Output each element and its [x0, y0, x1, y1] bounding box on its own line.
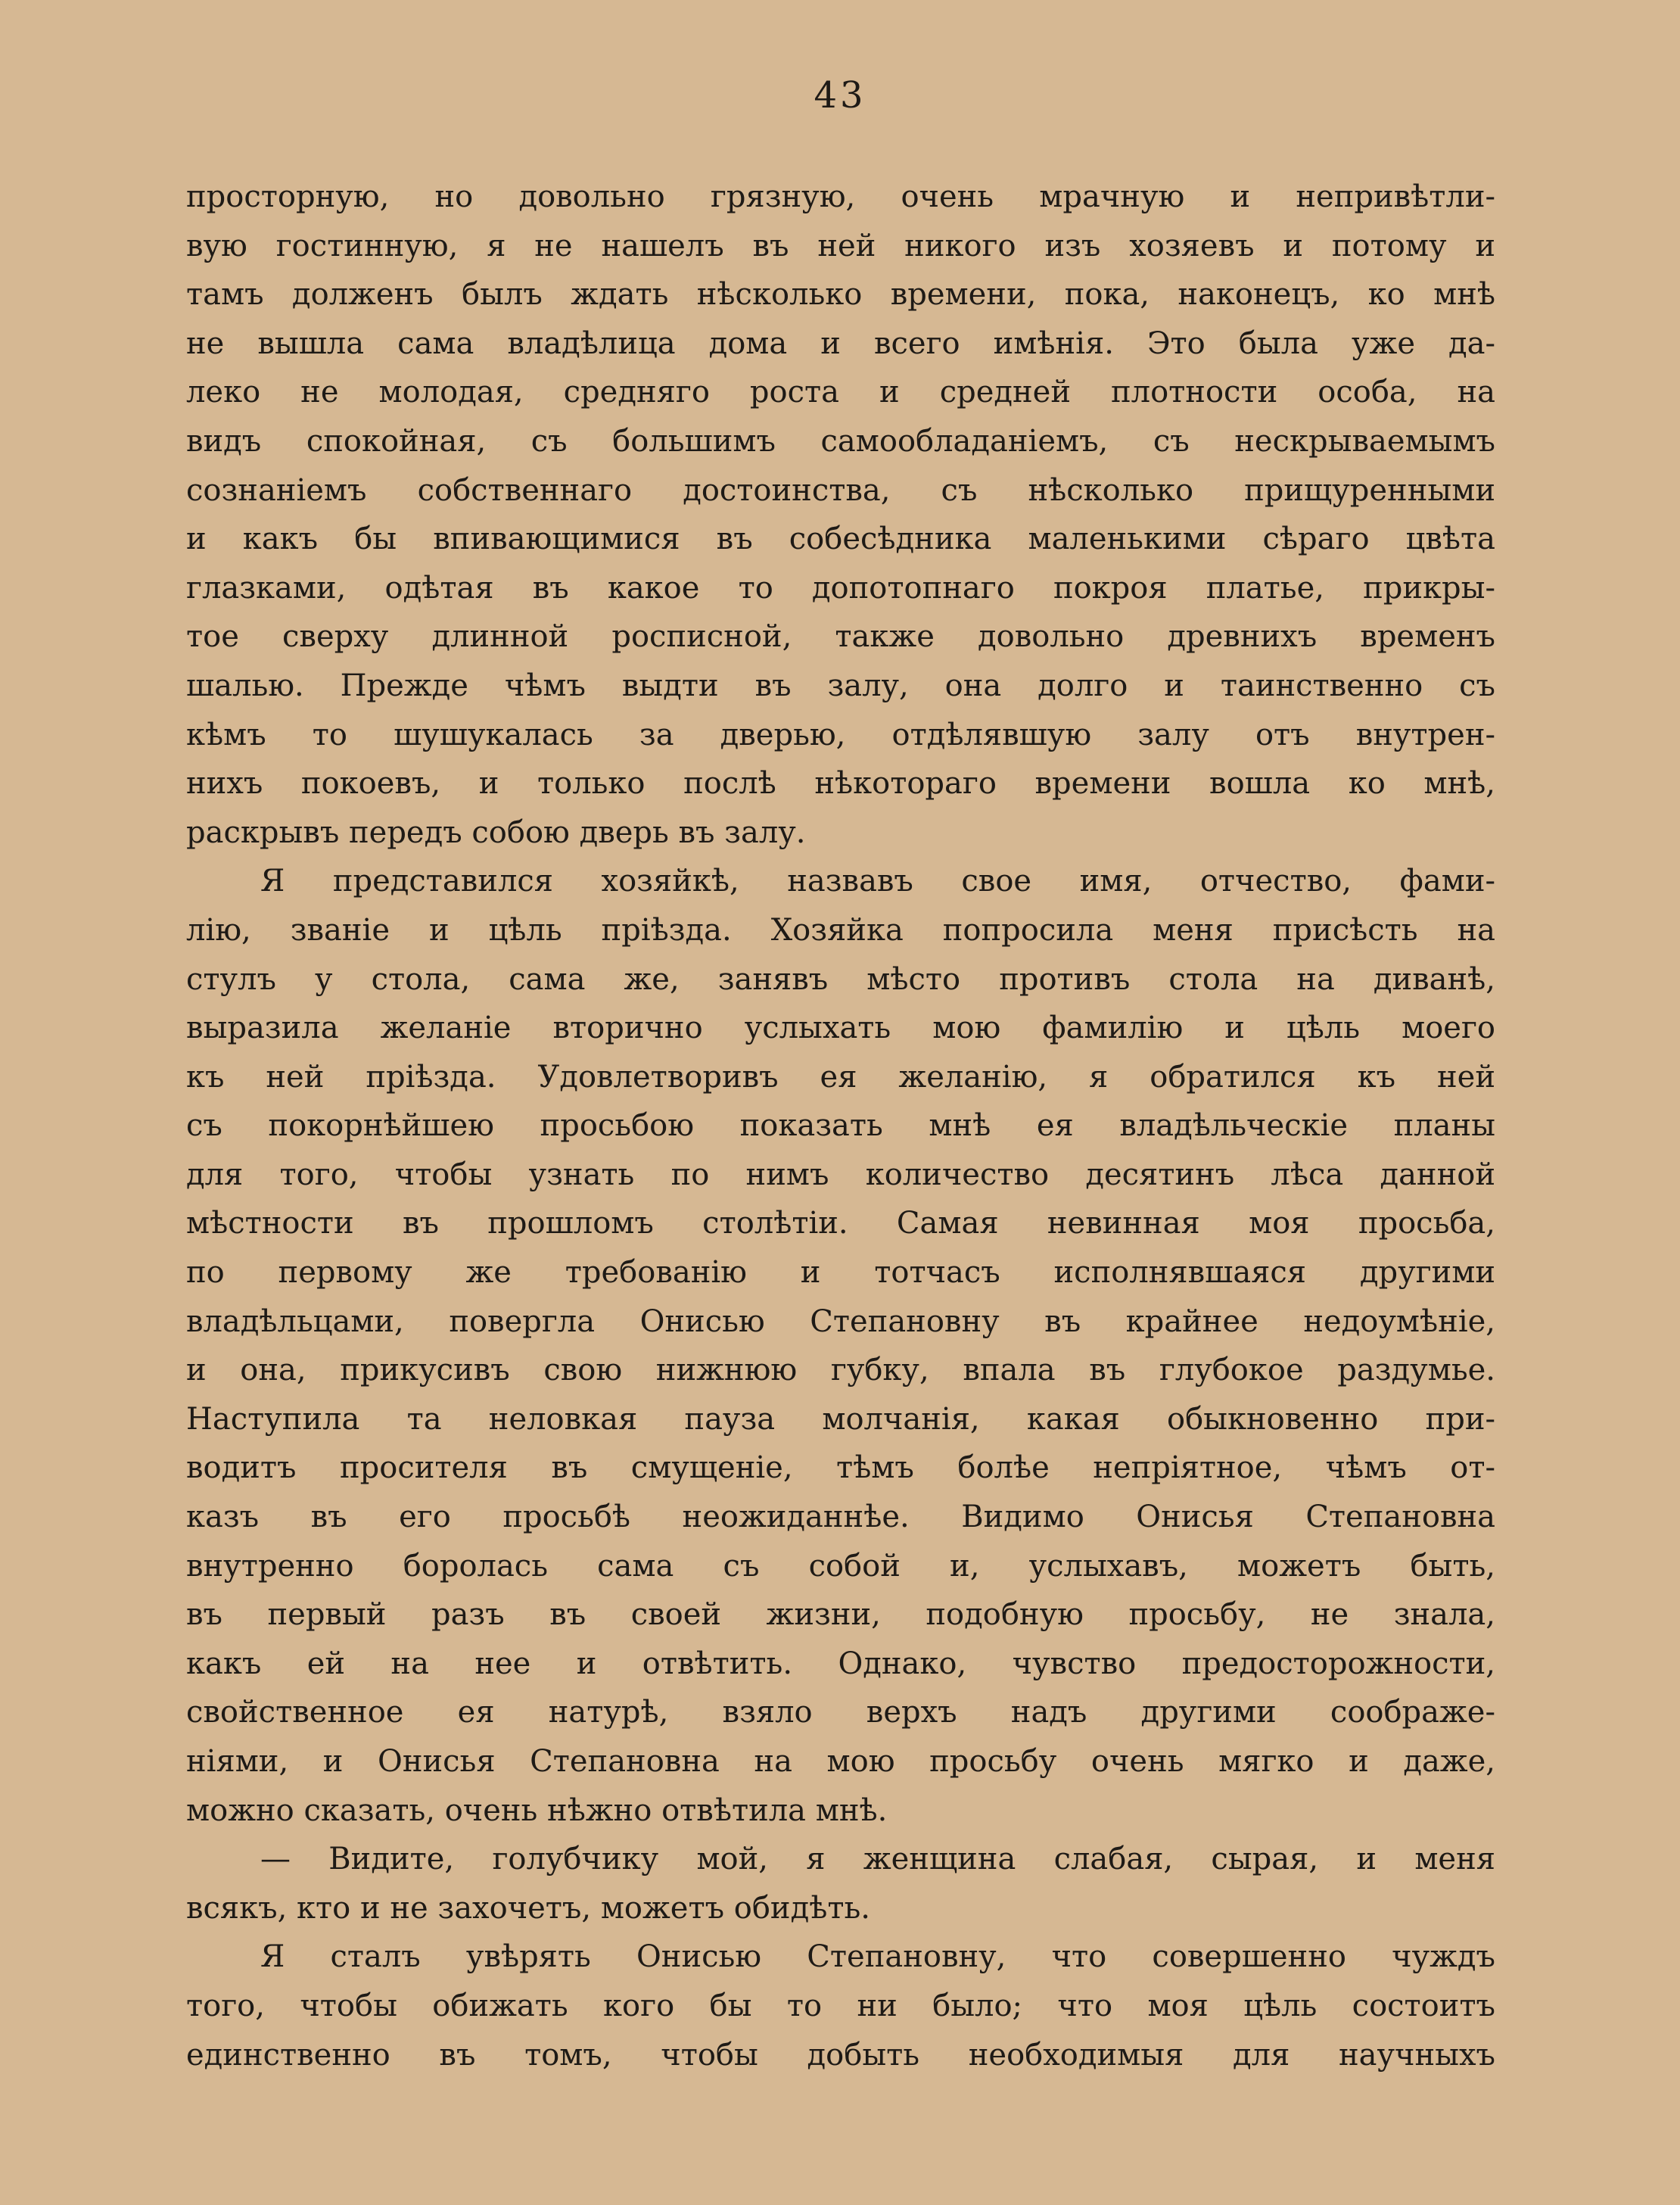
text-line: внутренно боролась сама съ собой и, услыхавъ, можетъ быть, — [186, 1548, 1495, 1584]
text-line: какъ ей на нее и отвѣтить. Однако, чувство предосторожности, — [186, 1646, 1495, 1681]
text-line: водитъ просителя въ смущеніе, тѣмъ болѣе непріятное, чѣмъ от- — [186, 1450, 1495, 1486]
text-line: для того, чтобы узнать по нимъ количество десятинъ лѣса данной — [186, 1157, 1495, 1192]
text-line: нихъ покоевъ, и только послѣ нѣкотораго времени вошла ко мнѣ, — [186, 766, 1495, 802]
text-line: раскрывъ передъ собою дверь въ залу. — [186, 814, 806, 850]
text-line: сознаніемъ собственнаго достоинства, съ нѣсколько прищуренными — [186, 472, 1495, 508]
body-text — [186, 173, 1495, 2079]
text-line: единственно въ томъ, чтобы добыть необходимыя для научныхъ — [186, 2037, 1495, 2073]
text-line: по первому же требованію и тотчасъ исполнявшаяся другими — [186, 1255, 1495, 1291]
text-line: свойственное ея натурѣ, взяло верхъ надъ другими соображе- — [186, 1695, 1495, 1730]
paragraph — [186, 1932, 1495, 2079]
page-number: 43 — [814, 74, 866, 117]
text-line: лію, званіе и цѣль пріѣзда. Хозяйка попросила меня присѣсть на — [186, 912, 1495, 948]
text-line: стулъ у стола, сама же, занявъ мѣсто противъ стола на диванѣ, — [186, 961, 1495, 997]
text-line: кѣмъ то шушукалась за дверью, отдѣлявшую залу отъ внутрен- — [186, 717, 1495, 752]
text-line: глазками, одѣтая въ какое то допотопнаго покроя платье, прикры- — [186, 570, 1495, 606]
text-line: и какъ бы впивающимися въ собесѣдника маленькими сѣраго цвѣта — [186, 522, 1495, 557]
paragraph — [186, 857, 1495, 1835]
text-line: тамъ долженъ былъ ждать нѣсколько времени, пока, наконецъ, ко мнѣ — [186, 277, 1495, 313]
text-line: вую гостинную, я не нашелъ въ ней никого изъ хозяевъ и потому и — [186, 228, 1495, 263]
text-line: владѣльцами, повергла Онисью Степановну въ крайнее недоумѣніе, — [186, 1303, 1495, 1339]
text-line: казъ въ его просьбѣ неожиданнѣе. Видимо Онисья Степановна — [186, 1500, 1495, 1535]
text-line: шалью. Прежде чѣмъ выдти въ залу, она долго и таинственно съ — [186, 668, 1495, 703]
text-line: выразила желаніе вторично услыхать мою фамилію и цѣль моего — [186, 1011, 1495, 1046]
text-line: и она, прикусивъ свою нижнюю губку, впала въ глубокое раздумье. — [186, 1353, 1495, 1388]
text-line: всякъ, кто и не захочетъ, можетъ обидѣть. — [186, 1890, 870, 1926]
text-line: въ первый разъ въ своей жизни, подобную просьбу, не знала, — [186, 1597, 1495, 1633]
text-line: ніями, и Онисья Степановна на мою просьбу очень мягко и даже, — [186, 1744, 1495, 1779]
text-line: съ покорнѣйшею просьбою показать мнѣ ея владѣльческіе планы — [186, 1108, 1495, 1144]
paragraph — [186, 173, 1495, 857]
text-line: просторную, но довольно грязную, очень мрачную и непривѣтли- — [186, 179, 1495, 214]
text-line: — Видите, голубчику мой, я женщина слабая, сырая, и меня — [260, 1842, 1495, 1877]
text-line: того, чтобы обижать кого бы то ни было; что моя цѣль состоитъ — [186, 1988, 1495, 2023]
paragraph — [186, 1835, 1495, 1932]
text-line: тое сверху длинной росписной, также довольно древнихъ временъ — [186, 619, 1495, 655]
text-line: къ ней пріѣзда. Удовлетворивъ ея желанію, я обратился къ ней — [186, 1059, 1495, 1095]
text-line: мѣстности въ прошломъ столѣтіи. Самая невинная моя просьба, — [186, 1206, 1495, 1241]
text-line: леко не молодая, средняго роста и средней плотности особа, на — [186, 375, 1495, 410]
text-line: Я представился хозяйкѣ, назвавъ свое имя, отчество, фами- — [260, 864, 1495, 899]
text-line: можно сказать, очень нѣжно отвѣтила мнѣ. — [186, 1792, 888, 1828]
text-line: не вышла сама владѣлица дома и всего имѣнія. Это была уже да- — [186, 325, 1495, 361]
text-line: Наступила та неловкая пауза молчанія, какая обыкновенно при- — [186, 1401, 1495, 1437]
text-line: Я сталъ увѣрять Онисью Степановну, что совершенно чуждъ — [260, 1939, 1495, 1975]
text-line: видъ спокойная, съ большимъ самообладаніемъ, съ нескрываемымъ — [186, 423, 1495, 459]
